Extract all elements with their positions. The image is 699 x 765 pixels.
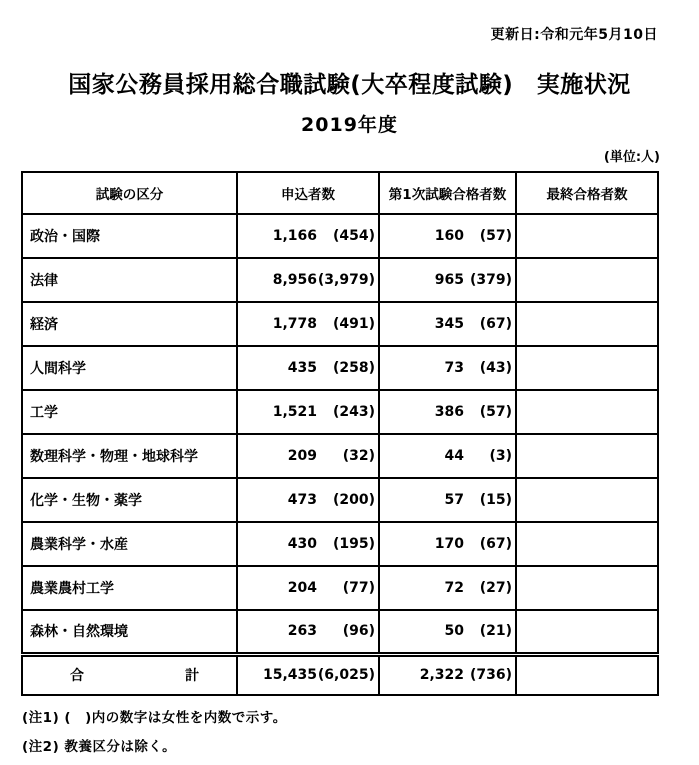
applicants-value: 473 (287, 492, 317, 508)
first-pass-value: 170 (434, 536, 464, 552)
applicants-female: (77) (342, 580, 375, 596)
table-row (22, 478, 658, 522)
first-pass-female: (15) (479, 492, 512, 508)
final-pass-cell (516, 258, 658, 302)
first-pass-female: (43) (479, 360, 512, 376)
col-header-applicants: 申込者数 (237, 172, 379, 214)
first-pass-female: (57) (479, 228, 512, 244)
first-pass-value: 44 (444, 448, 464, 464)
footnote-1: (注1) ( )内の数字は女性を内数で示す。 (22, 710, 287, 726)
table-row (22, 566, 658, 610)
first-pass-cell (379, 610, 516, 654)
exam-results-table (21, 171, 659, 696)
col-header-category: 試験の区分 (22, 172, 237, 214)
first-pass-female: (57) (479, 404, 512, 420)
final-pass-cell (516, 390, 658, 434)
final-pass-cell (516, 214, 658, 258)
table-header (22, 172, 658, 214)
total-label-left: 合 (70, 668, 84, 685)
col-header-first-pass: 第1次試験合格者数 (379, 172, 516, 214)
col-header-final-pass: 最終合格者数 (516, 172, 658, 214)
header-row (22, 172, 658, 214)
exam-category-cell: 人間科学 (22, 346, 237, 390)
table-row (22, 302, 658, 346)
applicants-female: (491) (332, 316, 375, 332)
applicants-cell (237, 610, 379, 654)
applicants-female: (200) (332, 492, 375, 508)
applicants-female: (195) (332, 536, 375, 552)
final-pass-cell (516, 610, 658, 654)
applicants-female: (96) (342, 623, 375, 640)
applicants-value: 8,956 (272, 272, 317, 288)
first-pass-cell (379, 214, 516, 258)
applicants-cell (237, 566, 379, 610)
exam-category-cell: 森林・自然環境 (22, 610, 237, 654)
first-pass-value: 72 (444, 580, 464, 596)
exam-category-cell: 数理科学・物理・地球科学 (22, 434, 237, 478)
total-label-cell (22, 654, 237, 695)
total-applicants-value: 15,435 (262, 667, 317, 684)
total-row (22, 654, 658, 695)
first-pass-female: (21) (479, 623, 512, 640)
final-pass-cell (516, 478, 658, 522)
exam-category-cell: 農業農村工学 (22, 566, 237, 610)
first-pass-female: (3) (489, 448, 512, 464)
applicants-cell (237, 214, 379, 258)
first-pass-cell (379, 522, 516, 566)
applicants-value: 209 (287, 448, 317, 464)
applicants-female: (32) (342, 448, 375, 464)
total-first-pass-female: (736) (469, 667, 512, 684)
table-row (22, 346, 658, 390)
final-pass-cell (516, 522, 658, 566)
exam-category-cell: 法律 (22, 258, 237, 302)
table-row (22, 434, 658, 478)
first-pass-female: (27) (479, 580, 512, 596)
applicants-value: 263 (287, 623, 317, 640)
first-pass-female: (67) (479, 536, 512, 552)
first-pass-female: (379) (469, 272, 512, 288)
applicants-value: 204 (287, 580, 317, 596)
final-pass-cell (516, 302, 658, 346)
applicants-value: 1,778 (272, 316, 317, 332)
exam-category-cell: 経済 (22, 302, 237, 346)
first-pass-cell (379, 390, 516, 434)
first-pass-value: 160 (434, 228, 464, 244)
first-pass-value: 73 (444, 360, 464, 376)
first-pass-cell (379, 566, 516, 610)
applicants-value: 435 (287, 360, 317, 376)
applicants-cell (237, 346, 379, 390)
total-applicants-female: (6,025) (317, 667, 375, 684)
final-pass-cell (516, 346, 658, 390)
total-applicants-cell (237, 654, 379, 695)
footnotes (22, 706, 287, 764)
footnote-2: (注2) 教養区分は除く。 (22, 739, 177, 755)
final-pass-cell (516, 566, 658, 610)
first-pass-value: 386 (434, 404, 464, 420)
exam-category-cell: 政治・国際 (22, 214, 237, 258)
applicants-cell (237, 302, 379, 346)
applicants-female: (454) (332, 228, 375, 244)
applicants-female: (258) (332, 360, 375, 376)
applicants-value: 1,166 (272, 228, 317, 244)
first-pass-cell (379, 434, 516, 478)
exam-category-cell: 工学 (22, 390, 237, 434)
exam-category-cell: 農業科学・水産 (22, 522, 237, 566)
total-label (30, 665, 236, 685)
table-body (22, 214, 658, 654)
applicants-value: 1,521 (272, 404, 317, 420)
first-pass-value: 345 (434, 316, 464, 332)
table-row (22, 214, 658, 258)
applicants-cell (237, 258, 379, 302)
first-pass-cell (379, 302, 516, 346)
unit-note: (単位:人) (603, 150, 660, 165)
total-first-pass-value: 2,322 (419, 667, 464, 684)
applicants-cell (237, 390, 379, 434)
first-pass-value: 965 (434, 272, 464, 288)
table-row (22, 610, 658, 654)
first-pass-value: 50 (444, 623, 464, 640)
first-pass-cell (379, 346, 516, 390)
applicants-value: 430 (287, 536, 317, 552)
exam-category-cell: 化学・生物・薬学 (22, 478, 237, 522)
total-label-right: 計 (185, 668, 199, 685)
fiscal-year: 2019年度 (301, 114, 398, 136)
table-row (22, 258, 658, 302)
applicants-cell (237, 522, 379, 566)
applicants-female: (3,979) (317, 272, 375, 288)
first-pass-cell (379, 258, 516, 302)
table-row (22, 390, 658, 434)
first-pass-female: (67) (479, 316, 512, 332)
applicants-cell (237, 434, 379, 478)
first-pass-value: 57 (444, 492, 464, 508)
updated-date: 更新日:令和元年5月10日 (490, 27, 658, 43)
table-total (22, 654, 658, 695)
table-row (22, 522, 658, 566)
applicants-cell (237, 478, 379, 522)
total-first-pass-cell (379, 654, 516, 695)
page-title: 国家公務員採用総合職試験(大卒程度試験) 実施状況 (68, 72, 631, 98)
first-pass-cell (379, 478, 516, 522)
applicants-female: (243) (332, 404, 375, 420)
final-pass-cell (516, 434, 658, 478)
total-final-pass-cell (516, 654, 658, 695)
